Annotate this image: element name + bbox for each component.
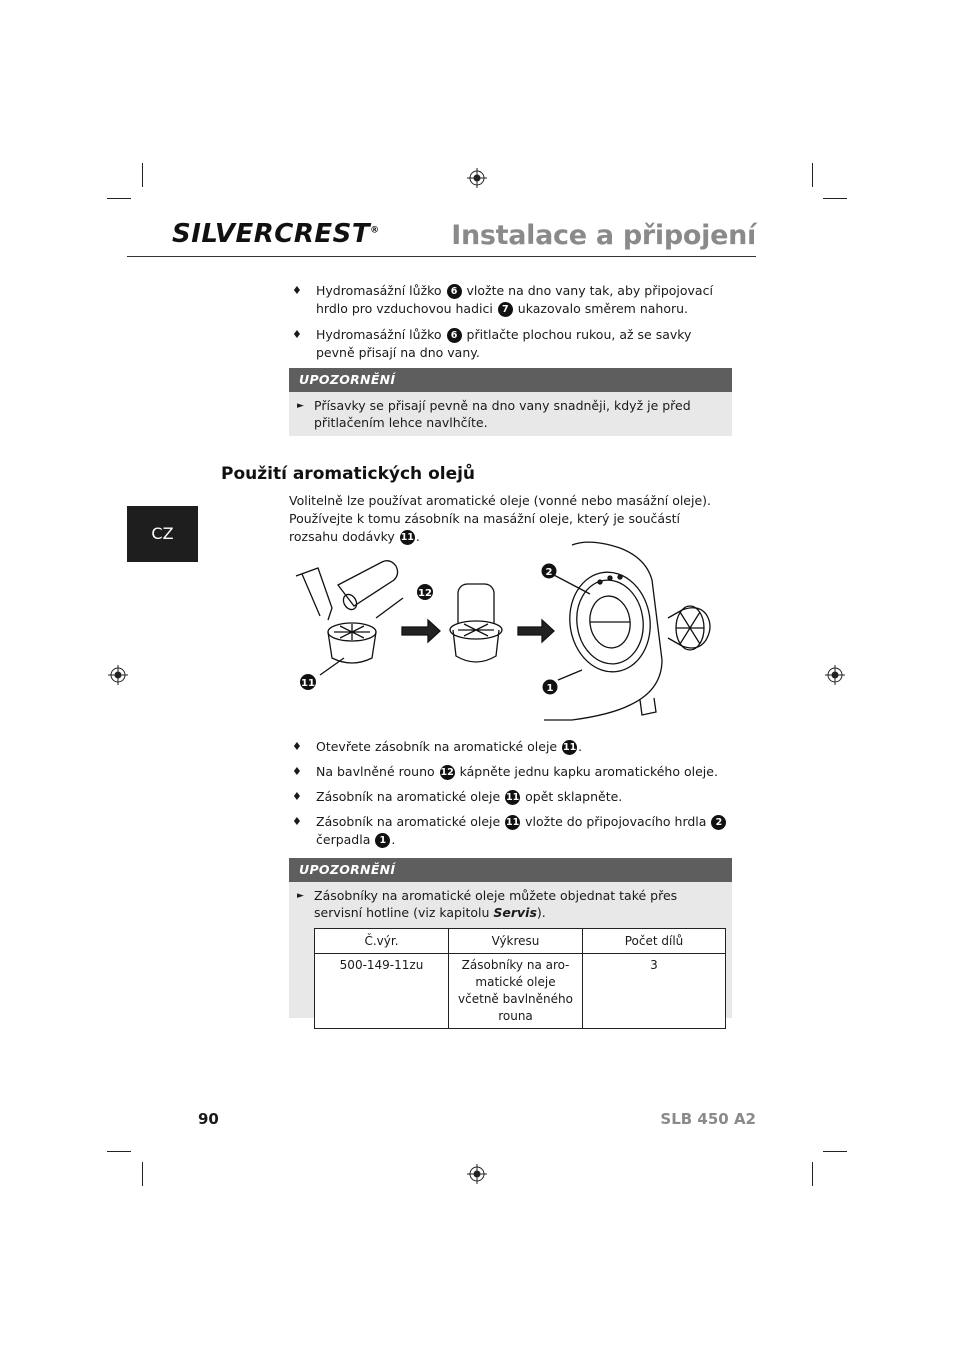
table-row — [315, 954, 726, 1029]
table-cell: Zásobníky na aromatické oleje včetně bavlněného rouna — [449, 954, 583, 1029]
table-header: Výkresu — [449, 929, 583, 954]
bullet-list-top — [292, 282, 732, 369]
callout-number: 11 — [506, 792, 520, 803]
callout-number: 6 — [447, 284, 462, 299]
brand-logo: SILVERCREST® — [172, 219, 380, 249]
crop-mark — [142, 163, 143, 187]
registration-mark-icon — [467, 1164, 487, 1184]
registration-mark-icon — [108, 665, 128, 685]
callout-number: 11 — [506, 817, 520, 828]
crop-mark — [107, 198, 131, 199]
language-tab: CZ — [127, 506, 198, 562]
callout-12: 12 — [418, 588, 432, 599]
table-cell: 500-149-11zu — [315, 954, 449, 1029]
callout-1: 1 — [546, 683, 554, 694]
bullet-list-bottom — [292, 738, 732, 856]
callout-2: 2 — [545, 567, 553, 578]
warning-heading: UPOZORNĚNÍ — [289, 368, 732, 392]
warning-heading: UPOZORNĚNÍ — [289, 858, 732, 882]
crop-mark — [107, 1151, 131, 1152]
callout-number: 2 — [711, 815, 726, 830]
list-item: ♦ Otevřete zásobník na aromatické oleje 11 . — [292, 739, 583, 754]
crop-mark — [823, 198, 847, 199]
section-title: Použití aromatických olejů — [221, 464, 476, 484]
page-number: 90 — [198, 1110, 219, 1128]
callout-number: 1 — [375, 833, 390, 848]
diamond-bullet-icon: ♦ — [292, 284, 302, 297]
registration-mark-icon — [467, 168, 487, 188]
list-item: ♦ Hydromasážní lůžko 6 přitlačte plochou rukou, až se savky pevně přisají na dno vany. — [292, 327, 692, 360]
arrow-right-icon: ► — [297, 401, 304, 411]
page-title: Instalace a připojení — [451, 220, 756, 251]
list-item: ♦ Zásobník na aromatické oleje 11 vložte do připojovacího hrdla 2 čerpadla 1 . — [292, 813, 732, 849]
callout-number: 6 — [447, 328, 462, 343]
table-header: Č.výr. — [315, 929, 449, 954]
warning-text: ► Přísavky se přisají pevně na dno vany snadněji, když je před přitlačením lehce navlhčíte. — [297, 398, 691, 430]
registration-mark-icon — [825, 665, 845, 685]
callout-number: 12 — [440, 767, 454, 778]
model-number: SLB 450 A2 — [660, 1110, 756, 1128]
warning-box — [289, 368, 732, 436]
list-item: ♦ Hydromasážní lůžko 6 vložte na dno vany tak, aby připojovací hrdlo pro vzduchovou hadici 7 ukazovalo směrem nahoru. — [292, 283, 713, 316]
diamond-bullet-icon: ♦ — [292, 790, 302, 803]
callout-number: 11 — [562, 742, 577, 753]
header-divider — [127, 256, 756, 257]
callout-number: 11 — [400, 532, 414, 543]
crop-mark — [142, 1162, 143, 1186]
warning-text: ► Zásobníky na aromatické oleje můžete objednat také přes servisní hotline (viz kapitolu Servis). — [297, 888, 678, 920]
diamond-bullet-icon: ♦ — [292, 740, 302, 753]
crop-mark — [812, 163, 813, 187]
callout-11: 11 — [301, 678, 315, 689]
aroma-container-illustration — [290, 540, 730, 725]
list-item: ♦ Zásobník na aromatické oleje 11 opět sklapněte. — [292, 789, 623, 804]
callout-number: 7 — [498, 302, 513, 317]
table-cell: 3 — [583, 954, 726, 1029]
crop-mark — [823, 1151, 847, 1152]
crop-mark — [812, 1162, 813, 1186]
diamond-bullet-icon: ♦ — [292, 815, 302, 828]
diamond-bullet-icon: ♦ — [292, 328, 302, 341]
parts-table — [314, 928, 726, 1029]
arrow-right-icon: ► — [297, 891, 304, 901]
table-header-row — [315, 929, 726, 954]
table-header: Počet dílů — [583, 929, 726, 954]
diamond-bullet-icon: ♦ — [292, 765, 302, 778]
section-intro: Volitelně lze používat aromatické oleje (vonné nebo masážní oleje). Používejte k tomu zásobník na masážní oleje, který je součástí rozsahu dodávky 11 . — [289, 493, 712, 544]
list-item: ♦ Na bavlněné rouno 12 kápněte jednu kapku aromatického oleje. — [292, 764, 718, 779]
